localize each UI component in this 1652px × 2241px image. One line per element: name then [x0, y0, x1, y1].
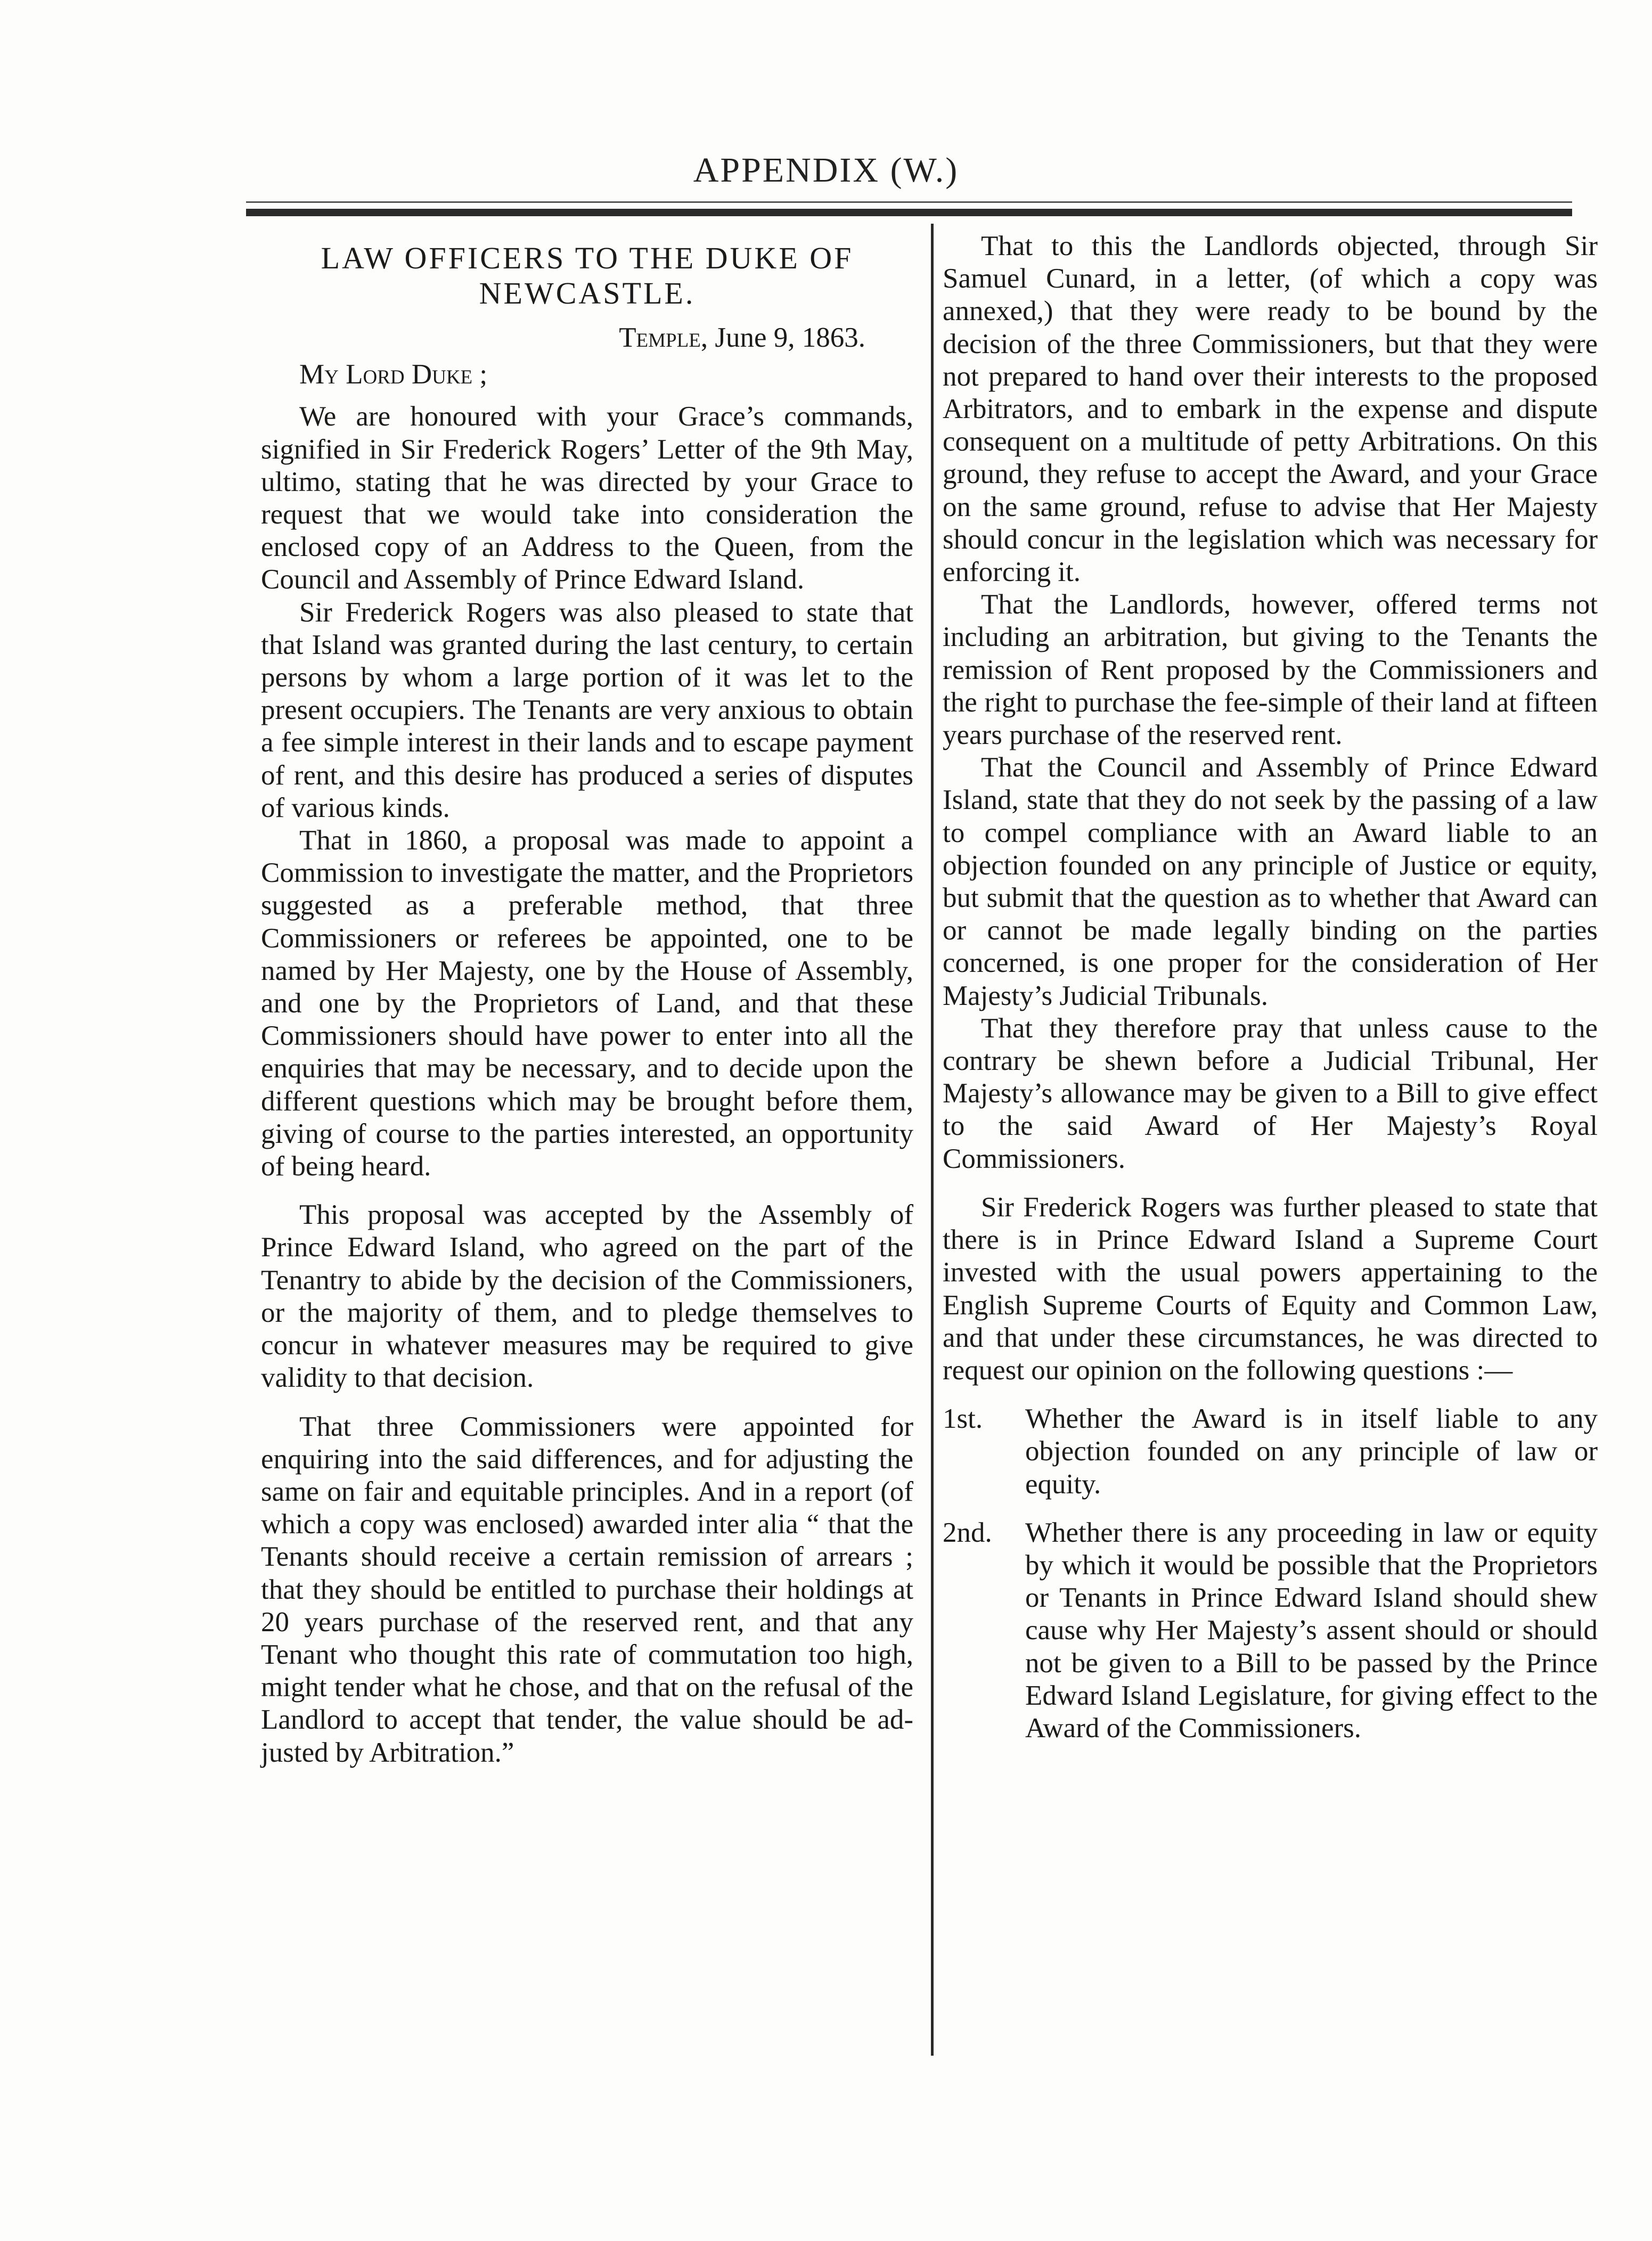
question-text: Whether there is any proceeding in law or equity by which it would be possible that the Proprietors or Tenants in Prince Edward Island should shew cause why Her Majesty’s assent should or should not be given to a Bill to be passed by the Prince Edward Island Legislature, for giving effect to the Award of the Commissioners. [1025, 1517, 1598, 1744]
header-rule-thick [246, 209, 1572, 216]
dateline [261, 322, 913, 354]
question-number: 2nd. [943, 1517, 992, 1548]
paragraph: We are honoured with your Grace’s commands, signified in Sir Frederick Rogers’ Letter of the 9th May, ultimo, stating that he was directed by your Grace to request that we would take into consideration the enclosed copy of an Address to the Queen, from the Council and Assembly of Prince Edward Island. [261, 401, 913, 595]
question-item [943, 1517, 1598, 1745]
paragraph: That the Council and Assembly of Prince Edward Island, state that they do not seek by the passing of a law to compel compliance with an Award liable to an objection founded on any principle of Justice or equity, but submit that the question as to whether that Award can or cannot be made legally binding on the parties concerned, is one proper for the consideration of Her Majesty’s Judicial Tribunals. [943, 752, 1598, 1011]
paragraph: Sir Frederick Rogers was further pleased to state that there is in Prince Edward Island a Supreme Court invested with the usual powers appertaining to the English Supreme Courts of Equity and Common Law, and that under these circumstances, he was directed to request our opinion on the following questions :— [943, 1191, 1598, 1386]
salutation: My Lord Duke ; [299, 359, 488, 390]
question-item [943, 1403, 1598, 1501]
paragraph: That to this the Landlords objected, through Sir Samuel Cunard, in a letter, (of which a copy was annexed,) that they were ready to be bound by the decision of the three Commissioners, but that they were not prepared to hand over their interests to the proposed Arbitrators, and to embark in the expense and dispute consequent on a multitude of petty Arbitrations. On this ground, they refuse to accept the Award, and your Grace on the same ground, refuse to advise that Her Majesty should concur in the legislation which was necessary for enforcing it. [943, 231, 1598, 588]
dateline-place: Temple, [619, 322, 708, 353]
paragraph: That in 1860, a proposal was made to appoint a Commission to investigate the matter, and the Proprietors suggested as a preferable method, that three Commissioners or referees be appointed, one to be named by Her Majesty, one by the House of Assembly, and one by the Proprietors of Land, and that these Commissioners should have power to enter into all the enquiries that may be necessary, and to decide upon the different questions which may be brought before them, giving of course to the parties interested, an opportunity of being heard. [261, 825, 913, 1182]
question-text: Whether the Award is in itself liable to any objection founded on any principle of law or equity. [1025, 1403, 1598, 1500]
dateline-date: June 9, 1863. [715, 322, 865, 353]
paragraph: That the Landlords, however, offered terms not including an arbitration, but giving to the Tenants the remission of Rent proposed by the Commissioners and the right to purchase the fee-simple of their land at fifteen years purchase of the reserved rent. [943, 589, 1598, 751]
column-divider [931, 224, 934, 2056]
paragraph: Sir Frederick Rogers was also pleased to state that that Island was granted during the last century, to certain persons by whom a large portion of it was let to the present occupiers. The Tenants are very anxious to obtain a fee simple interest in their lands and to escape payment of rent, and this desire has produced a series of disputes of various kinds. [261, 596, 913, 823]
page-header: APPENDIX (W.) [693, 151, 959, 190]
question-number: 1st. [943, 1403, 983, 1435]
paragraph: That they therefore pray that unless cause to the contrary be shewn before a Judicial Tribunal, Her Majesty’s allowance may be given to a Bill to give effect to the said Award of Her Majesty’s Royal Commissioners. [943, 1012, 1598, 1174]
letter-title: LAW OFFICERS TO THE DUKE OF NEWCASTLE. [321, 241, 854, 310]
paragraph: This proposal was accepted by the Assembly of Prince Edward Island, who agreed on the part of the Tenantry to abide by the decision of the Commissioners, or the majority of them, and to pledge themselves to concur in whatever measures may be required to give validity to that decision. [261, 1199, 913, 1394]
paragraph: That three Commissioners were appointed for enquiring into the said differences, and for adjusting the same on fair and equitable principles. And in a report (of which a copy was enclosed) awarded inter alia “ that the Tenants should receive a certain remission of arrears ; that they should be entitled to purchase their holdings at 20 years purchase of the reserved rent, and that any Tenant who thought this rate of commutation too high, might tender what he chose, and that on the refusal of the Landlord to accept that tender, the value should be adjusted by Arbitration.” [261, 1411, 913, 1768]
left-column [261, 230, 913, 1769]
header-rule-thin [246, 201, 1572, 203]
right-column [943, 230, 1598, 1745]
